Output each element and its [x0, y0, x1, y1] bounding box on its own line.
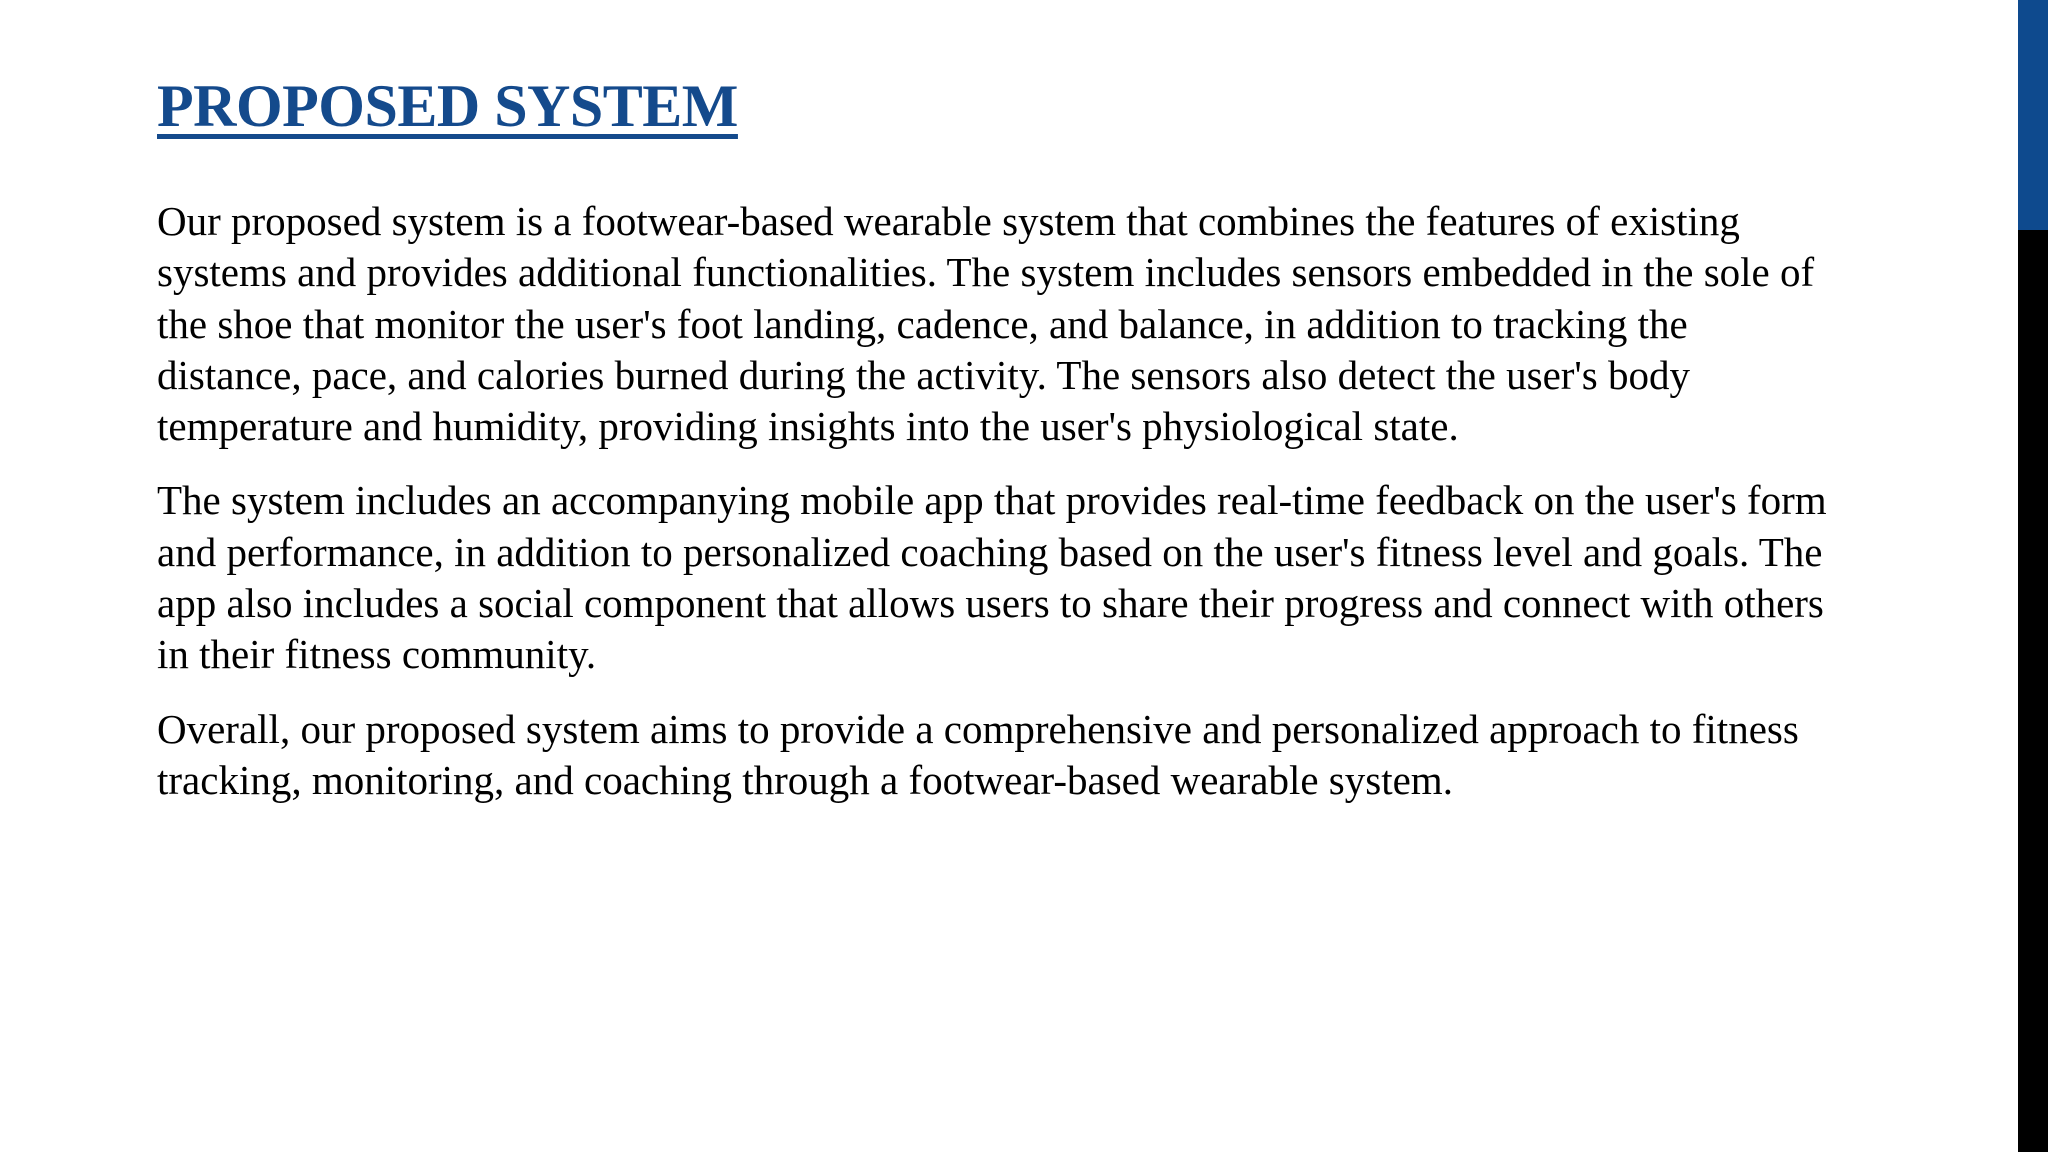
paragraph-line: the shoe that monitor the user's foot landing, cadence, and balance, in addition to tracking the [157, 300, 1688, 347]
slide-title: PROPOSED SYSTEM [157, 73, 738, 139]
paragraph-1 [157, 196, 1897, 452]
paragraph-line: tracking, monitoring, and coaching through a footwear-based wearable system. [157, 756, 1453, 803]
paragraph-line: temperature and humidity, providing insights into the user's physiological state. [157, 403, 1459, 450]
paragraph-line: Our proposed system is a footwear-based wearable system that combines the features of existing [157, 198, 1740, 244]
paragraph-line: and performance, in addition to personalized coaching based on the user's fitness level and goals. The [157, 528, 1823, 575]
side-accent-bar-blue [2018, 0, 2048, 230]
paragraph-line: distance, pace, and calories burned during the activity. The sensors also detect the user's body [157, 351, 1691, 398]
paragraph-line: Overall, our proposed system aims to provide a comprehensive and personalized approach to fitness [157, 705, 1799, 752]
side-accent-bar-black [2018, 230, 2048, 1152]
paragraph-2 [157, 475, 1897, 680]
paragraph-line: The system includes an accompanying mobile app that provides real-time feedback on the user's form [157, 477, 1827, 524]
paragraph-line: app also includes a social component that allows users to share their progress and connect with others [157, 580, 1824, 627]
slide-body [157, 196, 1897, 829]
paragraph-line: systems and provides additional functionalities. The system includes sensors embedded in the sole of [157, 249, 1815, 296]
paragraph-line: in their fitness community. [157, 631, 597, 678]
paragraph-3 [157, 704, 1897, 807]
